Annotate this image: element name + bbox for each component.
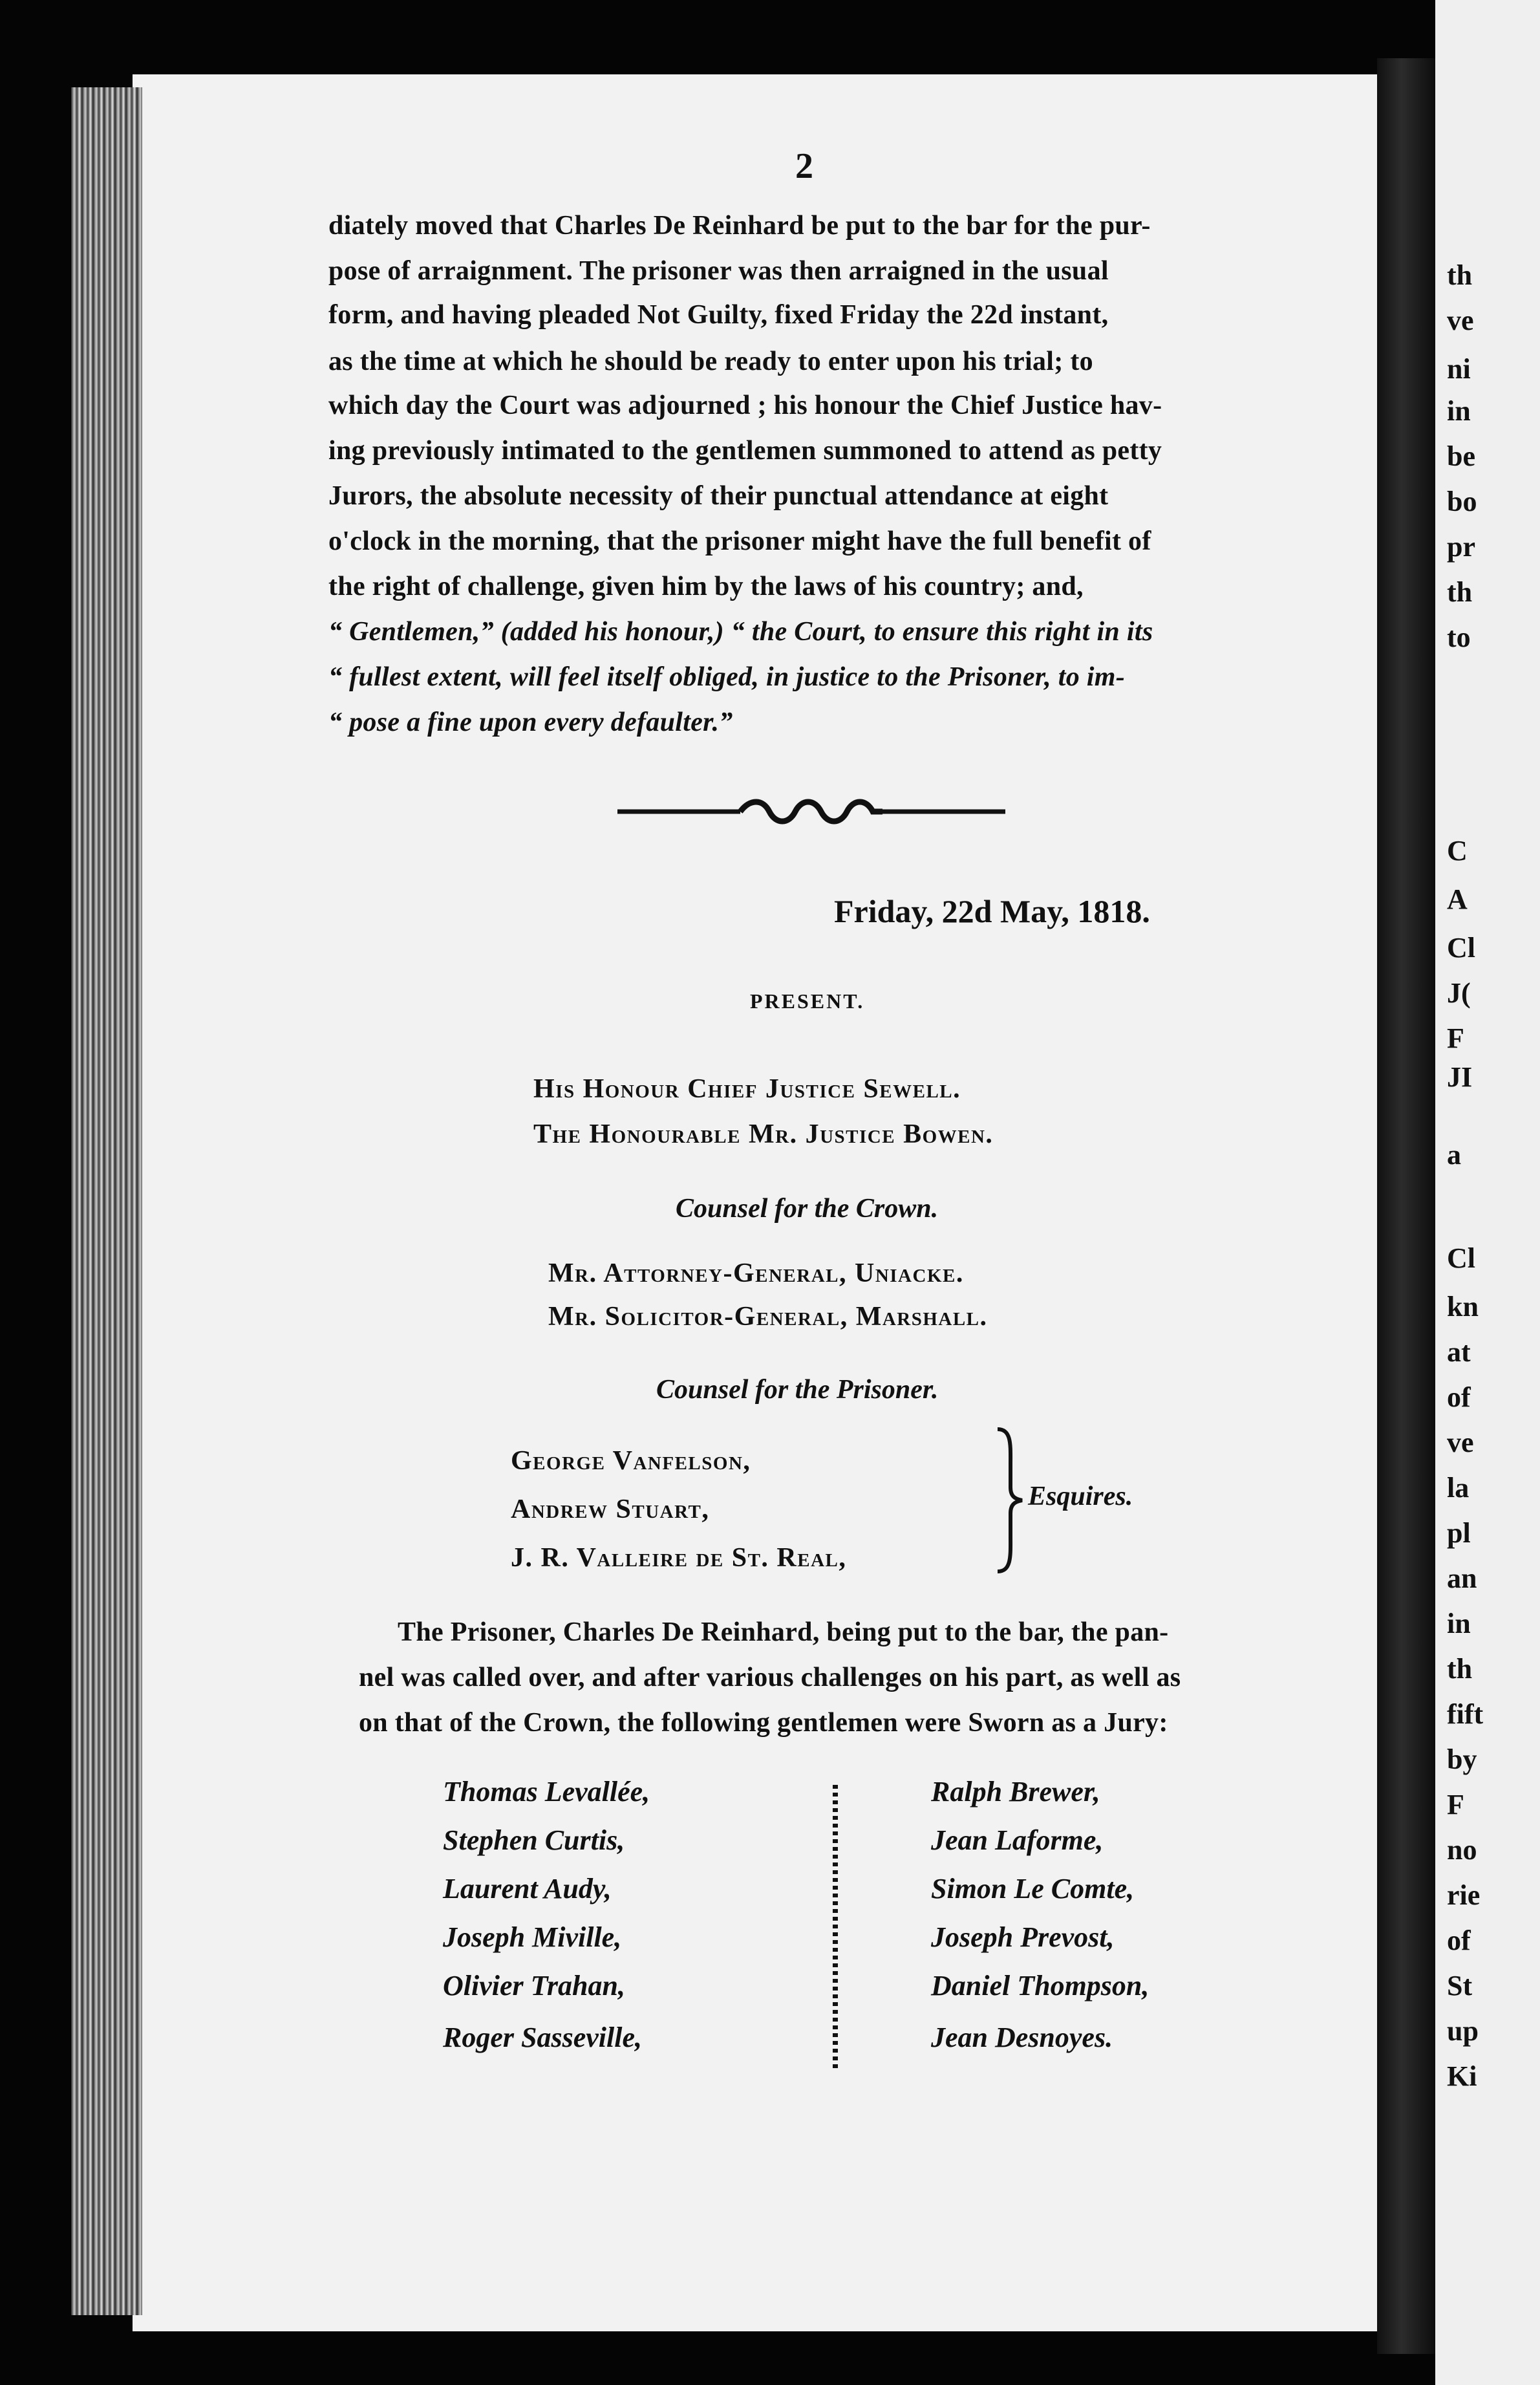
session-date: Friday, 22d May, 1818. <box>834 893 1150 929</box>
right-page-text: Cl <box>1447 932 1475 964</box>
juror-name: Jean Desnoyes. <box>931 2022 1113 2053</box>
right-page-text: fift <box>1447 1698 1484 1730</box>
page-number: 2 <box>795 146 813 186</box>
intro-line: Jurors, the absolute necessity of their punctual attendance at eight <box>328 481 1109 511</box>
prisoner-counsel-line: Andrew Stuart, <box>511 1495 710 1524</box>
crown-counsel-heading: Counsel for the Crown. <box>676 1194 939 1224</box>
juror-name: Stephen Curtis, <box>443 1824 625 1856</box>
juror-name: Roger Sasseville, <box>443 2022 642 2053</box>
intro-line: o'clock in the morning, that the prisoner might have the full benefit of <box>328 526 1151 556</box>
prisoner-counsel-line: J. R. Valleire de St. Real, <box>511 1543 847 1573</box>
right-page-text: no <box>1447 1834 1477 1866</box>
right-page-text: an <box>1447 1562 1477 1594</box>
right-page-text: th <box>1447 576 1473 608</box>
right-page-text: Ki <box>1447 2060 1477 2092</box>
right-page-text: up <box>1447 2015 1479 2047</box>
prisoner-counsel-line: George Vanfelson, <box>511 1446 751 1476</box>
intro-line: “ fullest extent, will feel itself obliged, in justice to the Prisoner, to im- <box>328 662 1126 692</box>
right-page-text: by <box>1447 1743 1477 1775</box>
intro-line: which day the Court was adjourned ; his honour the Chief Justice hav- <box>328 391 1162 420</box>
jury-intro-line: nel was called over, and after various challenges on his part, as well as <box>359 1663 1181 1692</box>
juror-name: Ralph Brewer, <box>931 1776 1100 1808</box>
right-page-text: pl <box>1447 1517 1471 1549</box>
right-page-text: St <box>1447 1970 1473 2002</box>
right-page-text: bo <box>1447 486 1477 517</box>
right-page-text: J( <box>1447 977 1471 1009</box>
intro-line: form, and having pleaded Not Guilty, fixed Friday the 22d instant, <box>328 300 1109 330</box>
right-page-fragment <box>1435 0 1540 2385</box>
page-edge-stack <box>71 87 142 2315</box>
ornamental-rule <box>617 792 1005 831</box>
intro-line: “ Gentlemen,” (added his honour,) “ the Court, to ensure this right in its <box>328 617 1153 647</box>
esquires-label: Esquires. <box>1028 1482 1133 1511</box>
intro-line: diately moved that Charles De Reinhard be put to the bar for the pur- <box>328 211 1151 241</box>
right-page-text: th <box>1447 259 1473 291</box>
intro-line: “ pose a fine upon every defaulter.” <box>328 707 733 737</box>
juror-name: Jean Laforme, <box>931 1824 1104 1856</box>
juror-divider <box>833 1785 838 2069</box>
curly-brace <box>992 1426 1025 1575</box>
right-page-text: ni <box>1447 353 1471 385</box>
right-page-text: in <box>1447 1608 1471 1639</box>
right-page-text: in <box>1447 395 1471 427</box>
intro-line: pose of arraignment. The prisoner was then arraigned in the usual <box>328 256 1109 286</box>
right-page-text: be <box>1447 440 1475 472</box>
right-page-text: Cl <box>1447 1242 1475 1274</box>
right-page-text: to <box>1447 621 1471 653</box>
right-page-text: la <box>1447 1472 1470 1504</box>
right-page-text: F <box>1447 1022 1464 1054</box>
right-page-text: C <box>1447 835 1468 867</box>
right-page-text: A <box>1447 883 1468 915</box>
intro-line: as the time at which he should be ready to enter upon his trial; to <box>328 347 1093 376</box>
juror-name: Thomas Levallée, <box>443 1776 650 1808</box>
right-page-text: th <box>1447 1653 1473 1685</box>
juror-name: Laurent Audy, <box>443 1873 612 1905</box>
juror-name: Olivier Trahan, <box>443 1970 625 2002</box>
prisoner-counsel-heading: Counsel for the Prisoner. <box>656 1375 939 1405</box>
crown-counsel-line: Mr. Solicitor-General, Marshall. <box>548 1302 988 1332</box>
right-page-text: of <box>1447 1381 1471 1413</box>
right-page-text: rie <box>1447 1879 1481 1911</box>
right-page-text: of <box>1447 1925 1471 1956</box>
present-heading: PRESENT. <box>750 989 865 1013</box>
intro-line: ing previously intimated to the gentlemen summoned to attend as petty <box>328 436 1162 466</box>
right-page-text: at <box>1447 1336 1471 1368</box>
right-page-text: F <box>1447 1789 1464 1820</box>
right-page-text: pr <box>1447 531 1475 563</box>
juror-name: Joseph Prevost, <box>931 1921 1115 1953</box>
right-page-text: ve <box>1447 1427 1474 1458</box>
right-page-text: kn <box>1447 1291 1479 1322</box>
crown-counsel-line: Mr. Attorney-General, Uniacke. <box>548 1258 964 1288</box>
judge-line: His Honour Chief Justice Sewell. <box>533 1074 961 1104</box>
right-page-text: a <box>1447 1139 1461 1171</box>
right-page-text: JI <box>1447 1061 1473 1093</box>
right-page-text: ve <box>1447 305 1474 336</box>
judge-line: The Honourable Mr. Justice Bowen. <box>533 1119 994 1149</box>
juror-name: Joseph Miville, <box>443 1921 622 1953</box>
juror-name: Daniel Thompson, <box>931 1970 1150 2002</box>
jury-intro-line: on that of the Crown, the following gentlemen were Sworn as a Jury: <box>359 1708 1168 1738</box>
juror-name: Simon Le Comte, <box>931 1873 1135 1905</box>
jury-intro-line: The Prisoner, Charles De Reinhard, being put to the bar, the pan- <box>398 1617 1169 1647</box>
intro-line: the right of challenge, given him by the laws of his country; and, <box>328 572 1084 601</box>
book-gutter <box>1377 58 1438 2354</box>
